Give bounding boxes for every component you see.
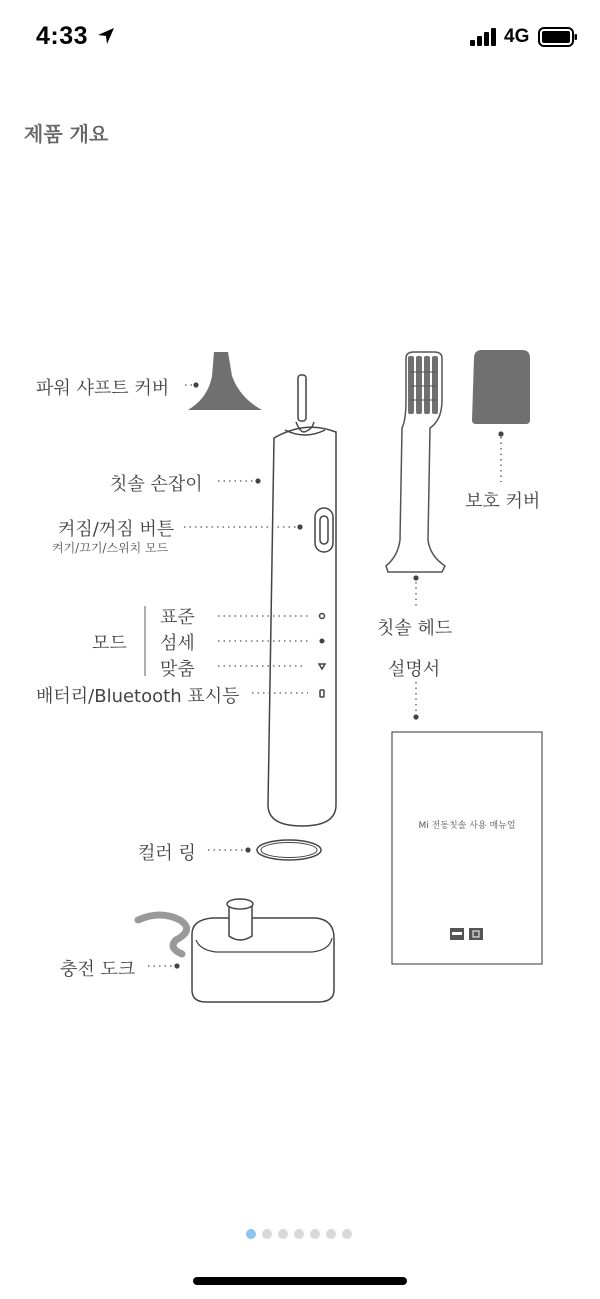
label-mode: 모드 xyxy=(92,633,127,654)
toothbrush-handle-part xyxy=(268,375,336,826)
status-time: 4:33 xyxy=(36,22,89,50)
label-brush-head: 칫솔 헤드 xyxy=(377,618,453,639)
label-manual: 설명서 xyxy=(388,659,441,680)
manual-cover-title: Mi 전동칫솔 사용 매뉴얼 xyxy=(418,821,516,831)
manual-booklet-part xyxy=(392,732,542,964)
color-ring-part xyxy=(257,840,321,860)
page-title: 제품 개요 xyxy=(24,122,109,146)
label-battery-indicator: 배터리/Bluetooth 표시등 xyxy=(36,686,240,707)
label-color-ring: 컬러 링 xyxy=(138,843,196,864)
page-dot-1[interactable] xyxy=(246,1229,256,1239)
brush-head-part xyxy=(386,352,445,572)
label-mode-standard: 표준 xyxy=(160,607,195,628)
label-protective-cover: 보호 커버 xyxy=(465,491,541,512)
charging-dock-part xyxy=(138,899,334,1002)
label-power-button: 켜짐/꺼짐 버튼 xyxy=(58,519,175,540)
page-dot-5[interactable] xyxy=(310,1229,320,1239)
network-type: 4G xyxy=(504,26,530,47)
page-indicator[interactable] xyxy=(246,1229,352,1241)
page-dot-4[interactable] xyxy=(294,1229,304,1239)
label-power-button-sub: 켜기/끄기/스위치 모드 xyxy=(52,541,169,555)
label-mode-custom: 맞춤 xyxy=(160,659,195,680)
label-mode-gentle: 섬세 xyxy=(160,633,195,654)
page-dot-6[interactable] xyxy=(326,1229,336,1239)
leader-dots xyxy=(174,382,503,968)
label-charging-dock: 충전 도크 xyxy=(60,959,136,980)
label-power-shaft-cover: 파워 샤프트 커버 xyxy=(36,378,170,399)
page-dot-7[interactable] xyxy=(342,1229,352,1239)
label-handle: 칫솔 손잡이 xyxy=(110,474,203,495)
page-dot-2[interactable] xyxy=(262,1229,272,1239)
protective-cover-part xyxy=(472,350,530,424)
power-shaft-cover-part xyxy=(188,352,262,410)
page-dot-3[interactable] xyxy=(278,1229,288,1239)
home-indicator[interactable] xyxy=(193,1277,407,1285)
